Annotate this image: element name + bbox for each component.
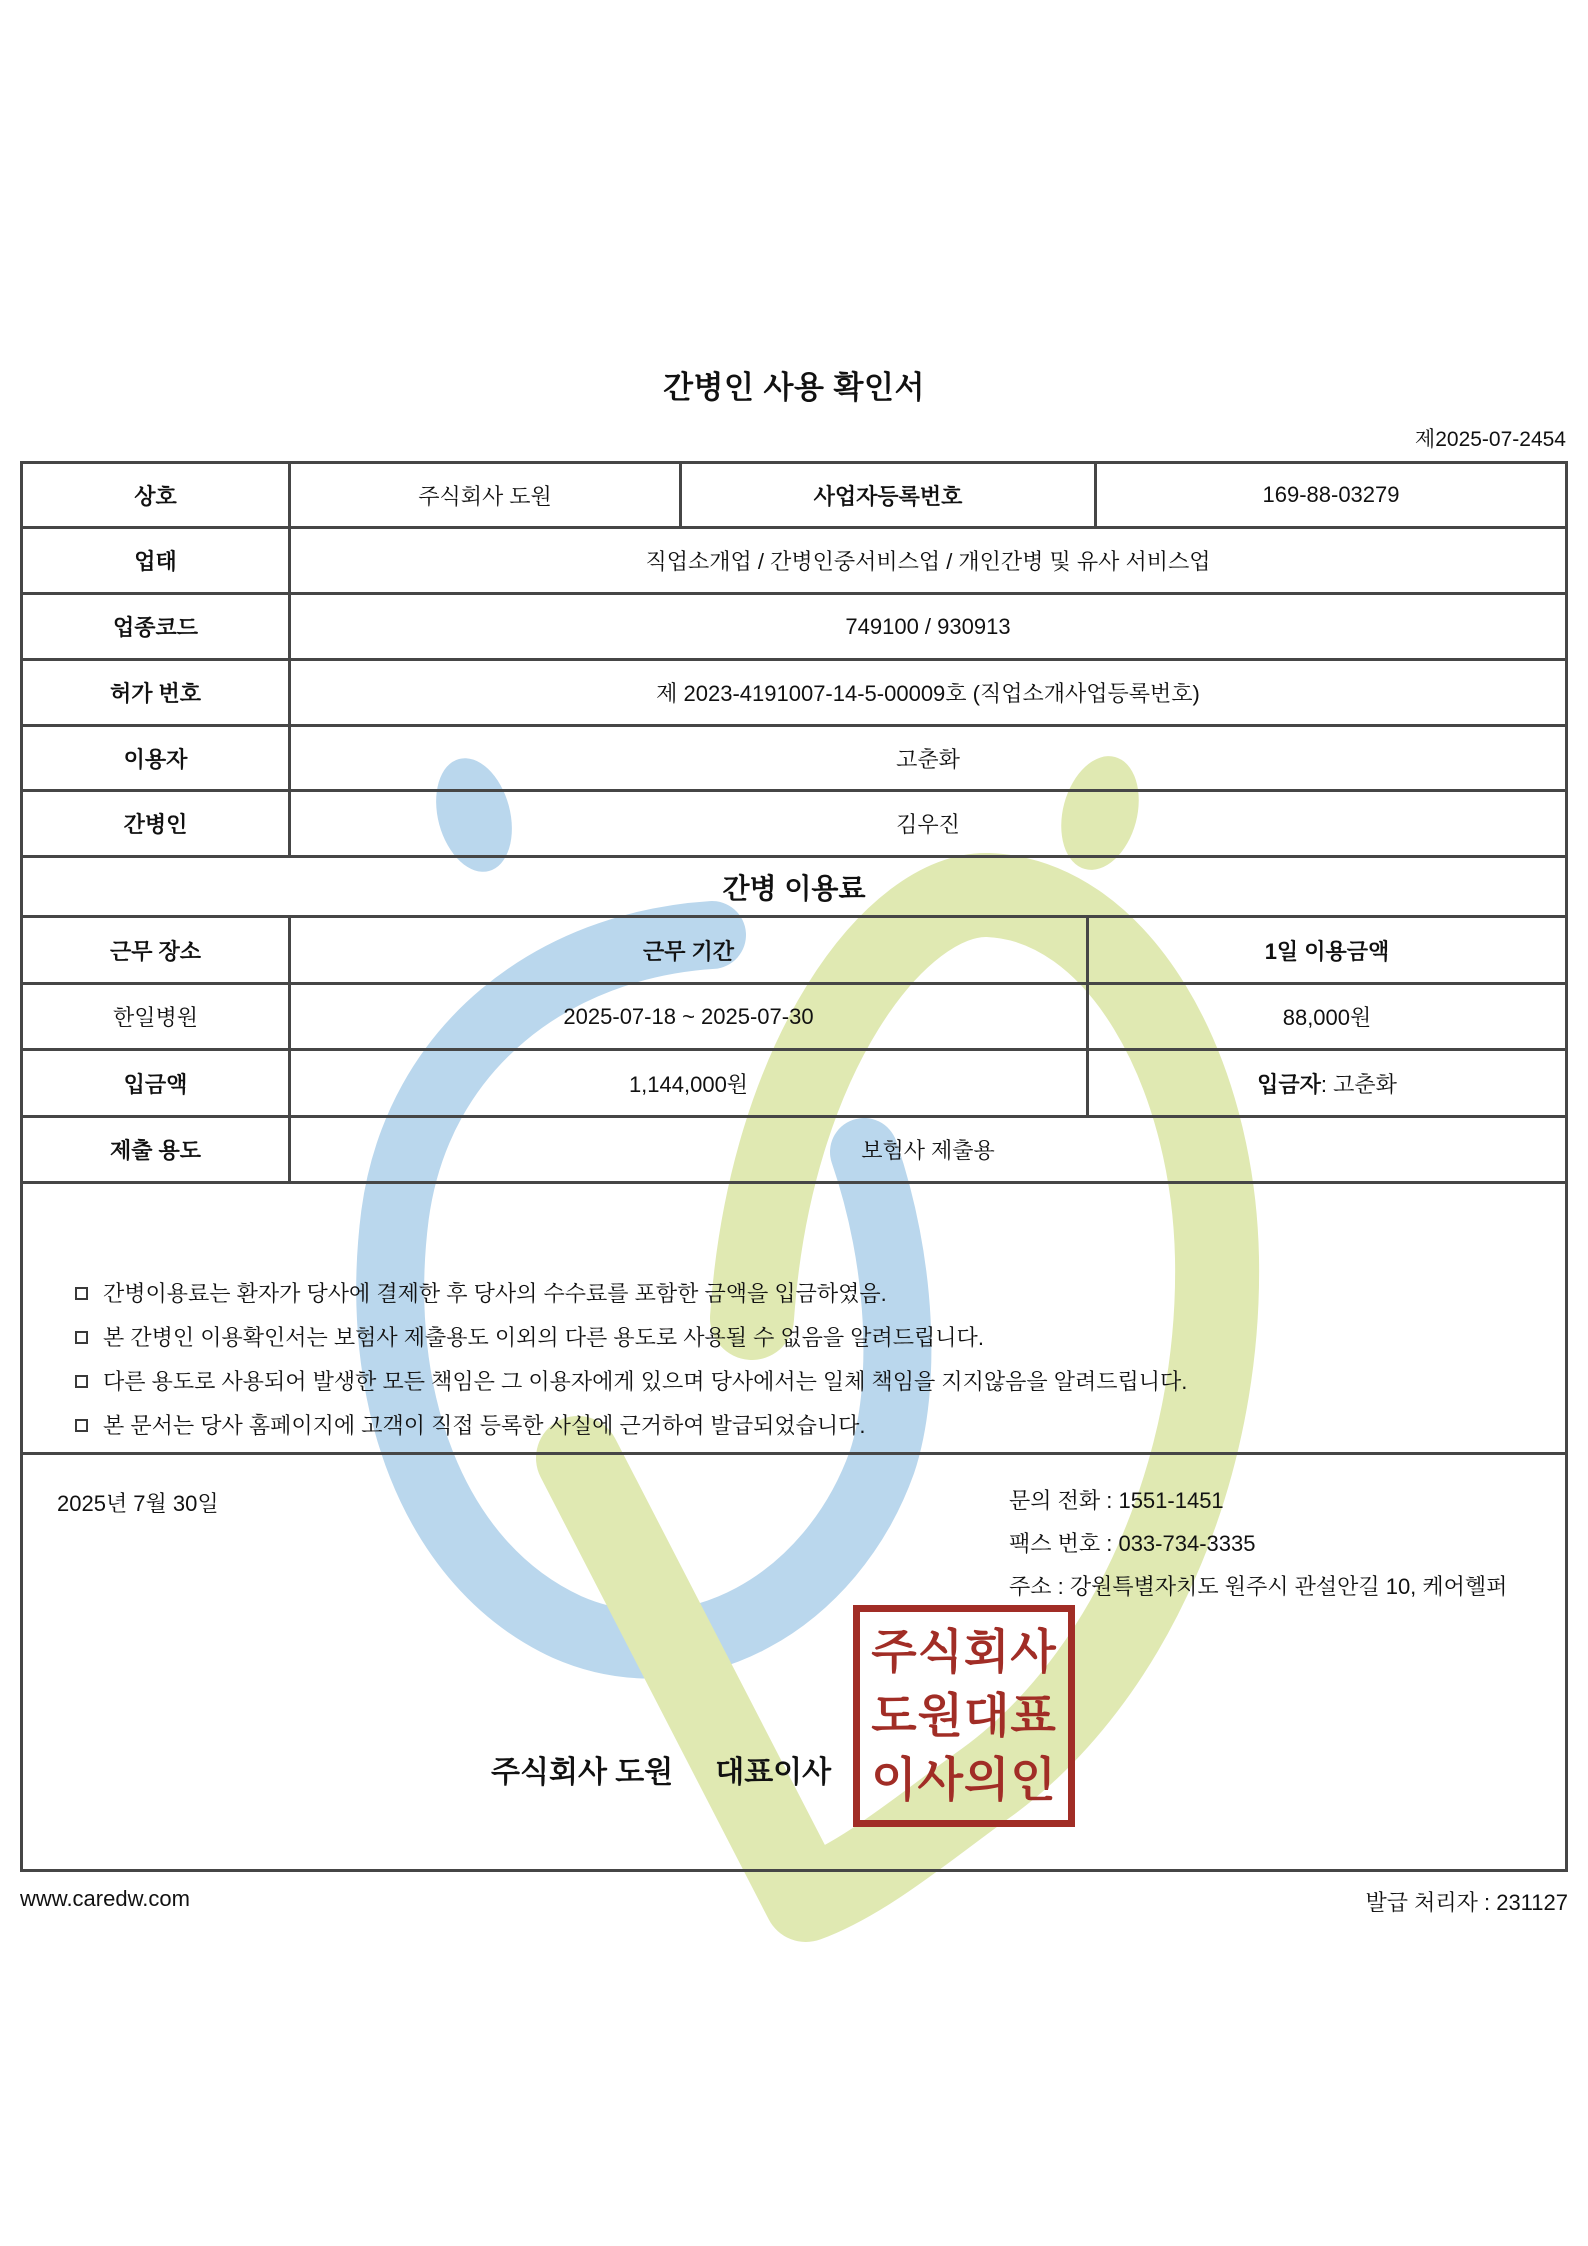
deposit-value: 1,144,000원: [288, 1051, 1086, 1115]
purpose-value: 보험사 제출용: [288, 1118, 1565, 1181]
note-text: 본 간병인 이용확인서는 보험사 제출용도 이외의 다른 용도로 사용될 수 없음을 알려드립니다.: [103, 1324, 984, 1350]
square-bullet-icon: [75, 1419, 88, 1432]
table-row-caregiver: [23, 789, 1565, 855]
daily-fee-value: 88,000원: [1086, 985, 1565, 1048]
issue-date: 2025년 7월 30일: [57, 1491, 219, 1516]
business-type-label: 업태: [134, 549, 177, 574]
company-name: 주식회사 도원: [491, 1756, 674, 1789]
company-label: 상호: [134, 483, 177, 509]
page-footer: [20, 1886, 1568, 1917]
user-label: 이용자: [123, 746, 188, 772]
contact-fax: 팩스 번호 : 033-734-3335: [1009, 1531, 1256, 1556]
work-place-value: 한일병원: [112, 1005, 198, 1030]
purpose-label: 제출 용도: [109, 1138, 202, 1163]
fee-header-row: [23, 915, 1565, 982]
seal-text-row: 도원대표: [871, 1689, 1057, 1742]
user-value: 고춘화: [288, 727, 1565, 789]
daily-fee-header: 1일 이용금액: [1086, 918, 1565, 982]
signature-area: [23, 1455, 1565, 1869]
notes-list: [23, 1184, 1565, 1452]
industry-code-value: 749100 / 930913: [288, 595, 1565, 658]
industry-code-label: 업종코드: [112, 615, 198, 640]
note-text: 다른 용도로 사용되어 발생한 모든 책임은 그 이용자에게 있으며 당사에서는 일체 책임을 지지않음을 알려드립니다.: [103, 1368, 1188, 1394]
contact-phone: 문의 전화 : 1551-1451: [1009, 1488, 1224, 1513]
corporate-seal: [853, 1605, 1075, 1827]
square-bullet-icon: [75, 1375, 88, 1388]
note-item: [75, 1402, 1535, 1446]
deposit-row: [23, 1048, 1565, 1115]
contact-block: [1009, 1479, 1507, 1608]
ceo-title: 대표이사: [715, 1756, 832, 1789]
work-period-header: 근무 기간: [288, 918, 1086, 982]
deposit-label: 입금액: [123, 1071, 188, 1097]
caregiver-label: 간병인: [123, 812, 188, 837]
table-row-company: [23, 464, 1565, 526]
depositor-value: : 고춘화: [1320, 1071, 1397, 1097]
table-row-industry-code: [23, 592, 1565, 658]
page-title: 간병인 사용 확인서: [663, 370, 925, 405]
footer-website: www.caredw.com: [20, 1886, 190, 1911]
seal-text-row: 이사의인: [871, 1753, 1057, 1806]
work-period-value: 2025-07-18 ~ 2025-07-30: [288, 985, 1086, 1048]
note-text: 본 문서는 당사 홈페이지에 고객이 직접 등록한 사실에 근거하여 발급되었습니다.: [103, 1412, 866, 1438]
signature-row: [23, 1452, 1565, 1869]
business-type-value: 직업소개업 / 간병인중서비스업 / 개인간병 및 유사 서비스업: [288, 529, 1565, 592]
note-text: 간병이용료는 환자가 당사에 결제한 후 당사의 수수료를 포함한 금액을 입금하였음.: [103, 1280, 887, 1306]
table-row-business-type: [23, 526, 1565, 592]
business-reg-value: 169-88-03279: [1094, 464, 1565, 526]
note-item: [75, 1270, 1535, 1314]
purpose-row: [23, 1115, 1565, 1181]
work-place-header: 근무 장소: [109, 938, 202, 964]
license-label: 허가 번호: [109, 681, 202, 706]
company-value: 주식회사 도원: [288, 464, 679, 526]
square-bullet-icon: [75, 1331, 88, 1344]
depositor-cell: [1086, 1051, 1565, 1115]
fee-section-title: 간병 이용료: [722, 872, 866, 904]
document-number: 제2025-07-2454: [1414, 428, 1566, 451]
fee-section-header-row: [23, 855, 1565, 915]
note-item: [75, 1314, 1535, 1358]
note-item: [75, 1358, 1535, 1402]
table-row-license: [23, 658, 1565, 724]
license-value: 제 2023-4191007-14-5-00009호 (직업소개사업등록번호): [288, 661, 1565, 724]
notes-row: [23, 1181, 1565, 1452]
confirmation-table: [20, 461, 1568, 1872]
signature-line: [491, 1747, 831, 1791]
contact-address: 주소 : 강원특별자치도 원주시 관설안길 10, 케어헬퍼: [1009, 1574, 1508, 1599]
seal-text-row: 주식회사: [871, 1625, 1057, 1678]
business-reg-label: 사업자등록번호: [679, 464, 1094, 526]
table-row-user: [23, 724, 1565, 789]
fee-value-row: [23, 982, 1565, 1048]
square-bullet-icon: [75, 1287, 88, 1300]
footer-issuer: 발급 처리자 : 231127: [1365, 1890, 1568, 1915]
caregiver-value: 김우진: [288, 792, 1565, 855]
depositor-label: 입금자: [1257, 1071, 1321, 1097]
